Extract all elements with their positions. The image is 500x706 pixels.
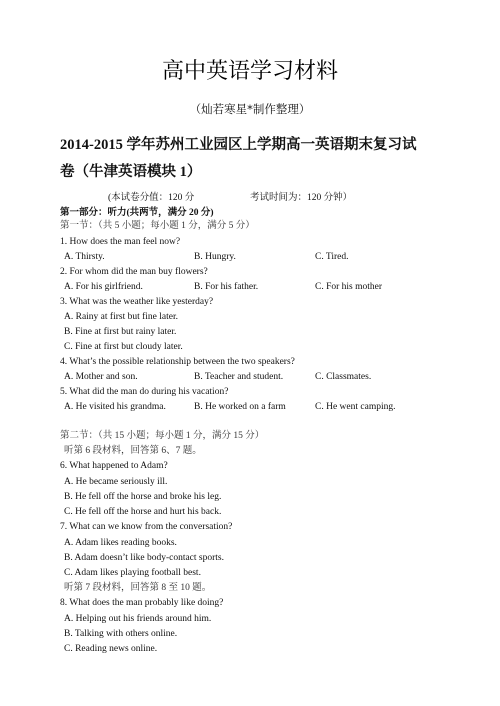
q2-option-c: C. For his mother bbox=[315, 282, 383, 292]
q1-option-b: B. Hungry. bbox=[194, 252, 236, 262]
document-title: 高中英语学习材料 bbox=[161, 59, 338, 84]
q7-option-a: A. Adam likes reading books. bbox=[64, 538, 177, 548]
q5-option-a: A. He visited his grandma. bbox=[64, 402, 166, 412]
exam-score-info: (本试卷分值：120 分 bbox=[108, 193, 195, 203]
q1-option-c: C. Tired. bbox=[315, 252, 349, 262]
q4-option-c: C. Classmates. bbox=[315, 372, 372, 382]
paper-title-line2: 卷（牛津英语模块 1） bbox=[60, 164, 202, 180]
q7-option-c: C. Adam likes playing football best. bbox=[64, 568, 201, 578]
q8-option-b: B. Talking with others online. bbox=[64, 629, 178, 639]
part1-heading: 第一部分：听力(共两节，满分 20 分) bbox=[60, 208, 214, 218]
q3-option-b: B. Fine at first but rainy later. bbox=[64, 327, 177, 337]
q5-option-b: B. He worked on a farm bbox=[194, 402, 286, 412]
q6-option-c: C. He fell off the horse and hurt his back. bbox=[64, 507, 222, 517]
q4-option-a: A. Mother and son. bbox=[64, 372, 138, 382]
q1-option-a: A. Thirsty. bbox=[64, 252, 105, 262]
question-6: 6. What happened to Adam? bbox=[60, 461, 168, 471]
q8-option-a: A. Helping out his friends around him. bbox=[64, 614, 212, 624]
q4-option-b: B. Teacher and student. bbox=[194, 372, 284, 382]
question-2: 2. For whom did the man buy flowers? bbox=[60, 267, 208, 277]
q3-option-c: C. Fine at first but cloudy later. bbox=[64, 342, 183, 352]
document-subtitle: （灿若寒星*制作整理） bbox=[189, 102, 311, 116]
q2-option-a: A. For his girlfriend. bbox=[64, 282, 143, 292]
section1-heading: 第一节：（共 5 小题；每小题 1 分，满分 5 分） bbox=[60, 221, 255, 231]
material-6-instruction: 听第 6 段材料，回答第 6、7 题。 bbox=[64, 446, 202, 456]
question-3: 3. What was the weather like yesterday? bbox=[60, 297, 214, 307]
q8-option-c: C. Reading news online. bbox=[64, 644, 158, 654]
question-1: 1. How does the man feel now? bbox=[60, 237, 181, 247]
question-7: 7. What can we know from the conversation? bbox=[60, 522, 233, 532]
paper-title-line1: 2014-2015 学年苏州工业园区上学期高一英语期末复习试 bbox=[60, 137, 417, 153]
question-8: 8. What does the man probably like doing? bbox=[60, 598, 224, 608]
question-4: 4. What’s the possible relationship between the two speakers? bbox=[60, 357, 295, 367]
q3-option-a: A. Rainy at first but fine later. bbox=[64, 312, 178, 322]
q6-option-b: B. He fell off the horse and broke his leg. bbox=[64, 492, 222, 502]
q5-option-c: C. He went camping. bbox=[315, 402, 396, 412]
exam-time-info: 考试时间为：120 分钟） bbox=[250, 193, 353, 203]
section2-heading: 第二节：（共 15 小题；每小题 1 分，满分 15 分） bbox=[60, 431, 265, 441]
q7-option-b: B. Adam doesn’t like body-contact sports. bbox=[64, 553, 224, 563]
question-5: 5. What did the man do during his vacation? bbox=[60, 387, 229, 397]
q6-option-a: A. He became seriously ill. bbox=[64, 477, 168, 487]
q2-option-b: B. For his father. bbox=[194, 282, 259, 292]
material-7-instruction: 听第 7 段材料，回答第 8 至 10 题。 bbox=[64, 583, 212, 593]
